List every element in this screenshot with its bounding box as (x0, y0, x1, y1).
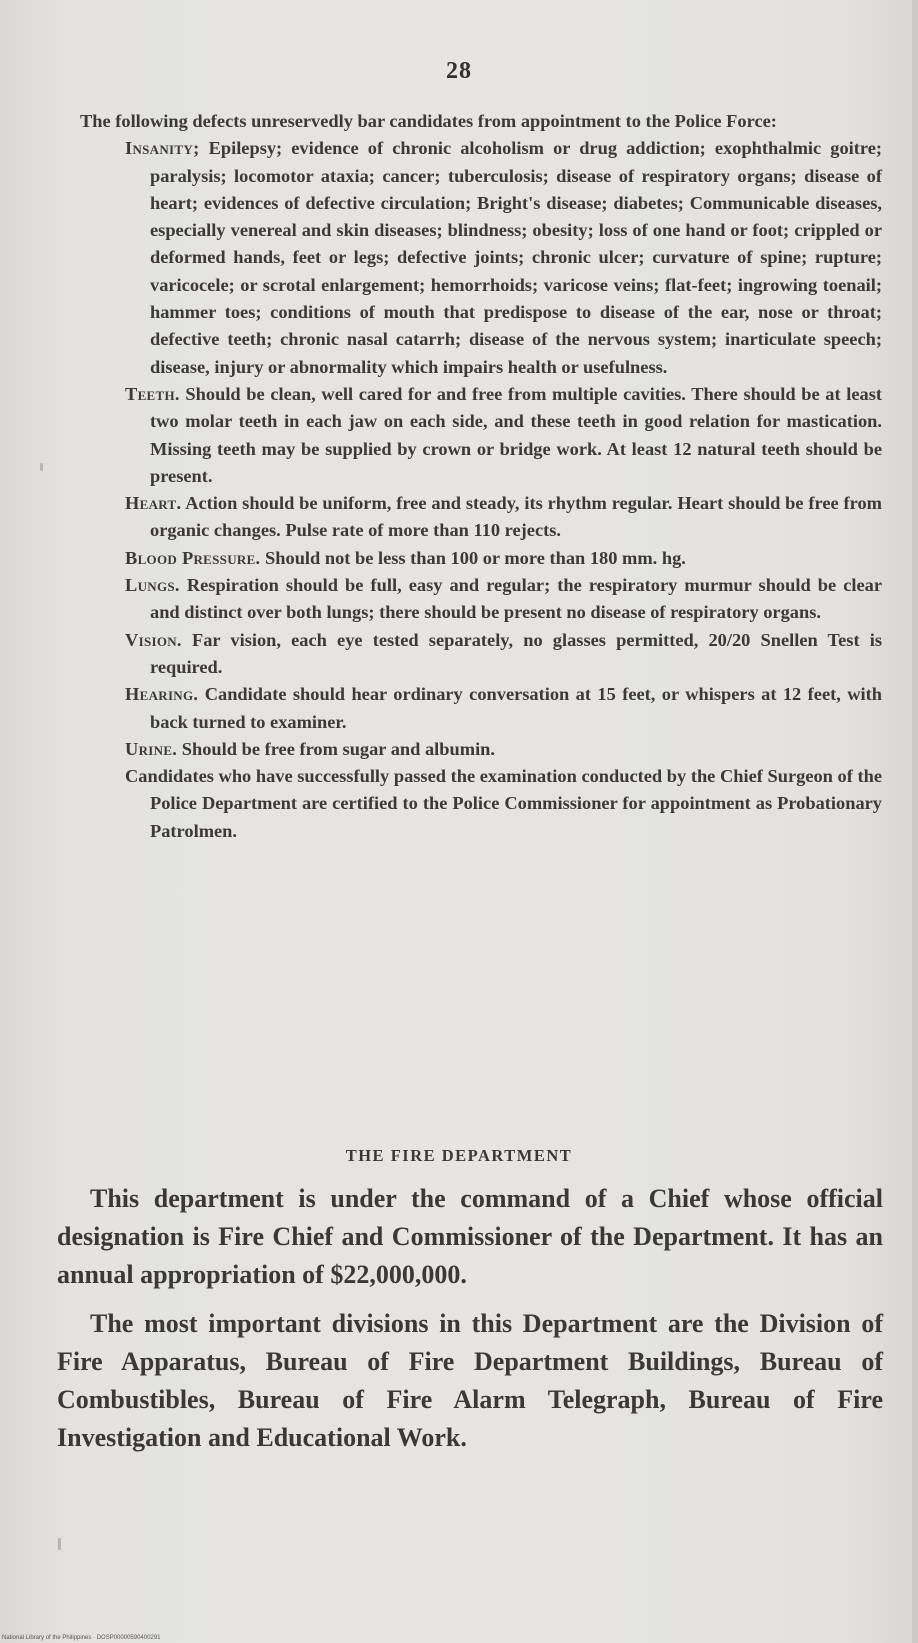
item-text: Action should be uniform, free and steady, its rhythm regular. Heart should be free from organic changes. Pulse rate of more than 110 rejects. (150, 493, 882, 541)
item-text: Respiration should be full, easy and regular; the respiratory murmur should be clear and distinct over both lungs; there should be present no disease of respiratory organs. (150, 575, 882, 623)
item-term: Blood Pressure. (125, 547, 261, 568)
police-defects-section (50, 108, 882, 845)
requirement-item-heart (125, 490, 882, 545)
paper-speck (40, 463, 43, 471)
item-term: Teeth. (125, 383, 180, 404)
item-term: Insanity; (125, 138, 200, 159)
intro-paragraph: The following defects unreservedly bar candidates from appointment to the Police Force: (80, 111, 777, 131)
item-term: Hearing. (125, 684, 199, 705)
item-term: Heart. (125, 493, 182, 514)
item-text: Candidates who have successfully passed the examination conducted by the Chief Surgeon of the Police Department are certified to the Police Commissioner for appointment as Probationary Patrolmen. (125, 766, 882, 841)
section-heading: THE FIRE DEPARTMENT (345, 1146, 573, 1165)
item-text: Should be clean, well cared for and free from multiple cavities. There should be at least two molar teeth in each jaw on each side, and these teeth in good relation for mastication. Missing teeth may be supplied by crown or bridge work. At least 12 natural teeth should be present. (150, 383, 882, 486)
fire-department-section (57, 1180, 883, 1468)
fire-paragraph: This department is under the command of a Chief whose official designation is Fire Chief and Commissioner of the Department. It has an annual appropriation of $22,000,000. (57, 1184, 883, 1289)
requirement-item-blood-pressure (125, 545, 882, 572)
item-term: Vision. (125, 629, 182, 650)
item-text: Should not be less than 100 or more than 180 mm. hg. (260, 547, 686, 568)
item-text: Far vision, each eye tested separately, no glasses permitted, 20/20 Snellen Test is required. (150, 629, 882, 677)
item-text: Candidate should hear ordinary conversation at 15 feet, or whispers at 12 feet, with back turned to examiner. (150, 684, 882, 732)
requirement-item-lungs (125, 572, 882, 627)
certification-paragraph (125, 763, 882, 845)
paper-speck (58, 1538, 61, 1550)
requirement-item-hearing (125, 681, 882, 736)
requirement-item-urine (125, 736, 882, 763)
requirement-item-teeth (125, 381, 882, 490)
footer-caption: National Library of the Philippines · DOSP00000590400291 (2, 1635, 161, 1641)
requirement-item-vision (125, 627, 882, 682)
item-term: Lungs. (125, 575, 180, 596)
page-number: 28 (446, 58, 472, 84)
item-text: Should be free from sugar and albumin. (177, 738, 496, 759)
item-text: Epilepsy; evidence of chronic alcoholism or drug addiction; exophthalmic goitre; paralysis; locomotor ataxia; cancer; tuberculosis; disease of respiratory organs; disease of heart; evidences of defective circulation; Bright's disease; diabetes; Communicable diseases, especially venereal and skin diseases; blindness; obesity; loss of one hand or foot; crippled or deformed hands, feet or legs; defective joints; chronic ulcer; curvature of spine; rupture; varicocele; or scrotal enlargement; hemorrhoids; varicose veins; flat-feet; ingrowing toenail; hammer toes; conditions of mouth that predispose to disease of the ear, nose or throat; defective teeth; chronic nasal catarrh; disease of the nervous system; inarticulate speech; disease, injury or abnormality which impairs health or usefulness. (150, 138, 882, 377)
fire-paragraph: The most important divisions in this Department are the Division of Fire Apparatus, Bureau of Fire Department Buildings, Bureau of Combustibles, Bureau of Fire Alarm Telegraph, Bureau of Fire Investigation and Educational Work. (57, 1309, 883, 1452)
item-term: Urine. (125, 738, 178, 759)
defect-item-insanity (125, 135, 882, 381)
